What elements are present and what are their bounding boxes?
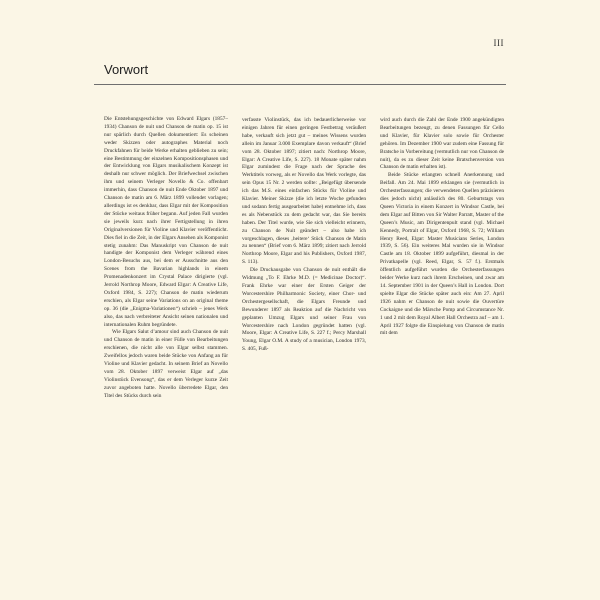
text-column-2 bbox=[242, 114, 366, 590]
header-rule bbox=[94, 84, 506, 85]
paragraph: Die Druckausgabe von Chanson de nuit enthält die Widmung „To F. Ehrke M.D. (= Medicinae Doctor)“. Frank Ehrke war einer der Ersten Geiger der Worcestershire Philharmonic Society, einer Chor- und Orchestergesellschaft, die Elgars Freunde und Bewunderer 1897 als Reaktion auf die Nachricht von geplanten Umzug Elgars und seiner Frau von Worcestershire nach London gegründet hatten (vgl. Moore, Elgar: A Creative Life, S. 227 f.; Percy Marshall Young, Elgar O.M. A study of a musician, London 1973, S. 405, Fuß- bbox=[242, 267, 366, 353]
paragraph: Beide Stücke erlangten schnell Anerkennung und Beifall. Am 24. Mai 1899 erklangen sie (vermutlich in Orchesterfassungen; die verwendeten Quellen präzisieren dies jedoch nicht) anlässlich des 80. Geburtstags von Queen Victoria in einem Konzert in Windsor Castle, bei dem Elgar auf Bitten von Sir Walter Parratt, Master of the Queen’s Music, am Dirigentenpult stand (vgl. Michael Kennedy, Portrait of Elgar, Oxford 1968, S. 72; William Henry Reed, Elgar: Master Musicians Series, London 1939, S. 56). Ein weiteres Mal wurden sie in Windsor Castle am 18. Oktober 1899 aufgeführt, diesmal in der Privatkapelle (vgl. Reed, Elgar, S. 57 f.). Erstmals öffentlich aufgeführt wurden die Orchesterfassungen beider Werke kurz nach ihrem Erscheinen, und zwar am 14. September 1901 in der Queen’s Hall in London. Dort spielte Elgar die Stücke später auch ein: Am 27. April 1926 nahm er Chanson de nuit sowie die Ouvertüre Cockaigne und die Märsche Pomp and Circumstance Nr. 1 und 2 mit dem Royal Albert Hall Orchestra auf – am 1. April 1927 folgte die Einspielung von Chanson de matin mit dem bbox=[380, 172, 504, 337]
text-column-1 bbox=[104, 116, 228, 590]
paragraph: Die Entstehungsgeschichte von Edward Elgars (1857–1934) Chanson de nuit und Chanson de matin op. 15 ist nur spärlich durch Quellen dokumentiert: Es scheinen weder Skizzen oder autographes Material noch Druckfahnen für beide Werke erhalten geblieben zu sein; eine Bestimmung der einzelnen Kompositionsphasen und der Entwicklung von Elgars musikalischem Konzept ist deshalb nur schwer möglich. Der Briefwechsel zwischen ihm und seinem Verleger Novello & Co. offenbart immerhin, dass Chanson de nuit Ende Oktober 1897 und Chanson de matin am 6. März 1899 vollendet vorlagen; allerdings ist es denkbar, dass Elgar mit der Komposition der Stücke weitaus früher begann. Auf jeden Fall wurden sie jeweils kurz nach ihrer Fertigstellung in ihren Originalversionen für Violine und Klavier veröffentlicht. Dies fiel in die Zeit, in der Elgars Ansehen als Komponist stetig zunahm: Das Manuskript von Chanson de nuit handigte der Komponist dem Verleger während eines London-Besuchs aus, bei dem er Ausschnitte aus den Scenes from the Bavarian highlands in einem Promenadenkonzert im Crystal Palace dirigierte (vgl. Jerrold Northrop Moore, Edward Elgar: A Creative Life, Oxford 1984, S. 227); Chanson de matin wiederum erschien, als Elgar seine Variations on an original theme op. 36 (die „Enigma-Variationen“) schrieb – jenes Werk also, das nach verbreiteter Ansicht seinen nationalen und internationalen Ruhm begründete. bbox=[104, 116, 228, 328]
paragraph: Wie Elgars Salut d’amour sind auch Chanson de nuit und Chanson de matin in einer Fülle von Bearbeitungen erschienen, die nicht alle von Elgar selbst stammen. Zweifellos jedoch waren beide Stücke von Anfang an für Violine und Klavier gedacht. In seinem Brief an Novello vom 28. Oktober 1897 verweist Elgar auf „das Violinstück Evensong“, das er dem Verleger kurze Zeit zuvor angeboten hatte. Novello überredete Elgar, den Titel des Stücks durch sein bbox=[104, 329, 228, 399]
paragraph: wird auch durch die Zahl der Ende 1900 angekündigten Bearbeitungen bezeugt, zu denen Fassungen für Cello und Klavier, für Klavier solo sowie für Orchester gehören. Im Dezember 1900 war zudem eine Fassung für Bratsche in Vorbereitung (vermutlich nur von Chanson de nuit), da es zu dieser Zeit keine Bratschenversion von Chanson de matin erhalten ist). bbox=[380, 116, 504, 171]
text-column-3 bbox=[380, 114, 504, 590]
text-columns bbox=[104, 114, 506, 590]
page-title: Vorwort bbox=[104, 62, 149, 77]
paragraph: verfasste Violinstück, das ich bedauerlicherweise vor einigen Jahren für einen geringen Festbetrag veräußert habe, verkauft sich jetzt gut – meines Wissens wurden allein im Januar 3.000 Exemplare davon verkauft“ (Brief vom 28. Oktober 1897; zitiert nach: Northrop Moore, Elgar: A Creative Life, S. 227). 18 Monate später nahm Elgar zumindest die Frage nach der Sprache des Werktitels vorweg, als er Novello das Werk vorlegte, das sein Opus 15 Nr. 2 werden sollte: „Beigefügt übersende ich das M.S. eines einfachen Stücks für Violine und Klavier. Meiner Skizze (die ich letzte Woche gefunden und sodann fertig ausgearbeitet habe) entnehme ich, dass es als Nebenstück zu dem gedacht war, das Sie bereits haben. Der Titel wurde, wie Sie sich vielleicht erinnern, zu Chanson de Nuit geändert – also habe ich vorgeschlagen, dieses ‚heitere‘ Stück Chanson de Matin zu nennen“ (Brief vom 6. März 1899; zitiert nach Jerrold Northrop Moore, Elgar and his Publishers, Oxford 1987, S. 113). bbox=[242, 116, 366, 266]
page-number: III bbox=[493, 38, 504, 48]
